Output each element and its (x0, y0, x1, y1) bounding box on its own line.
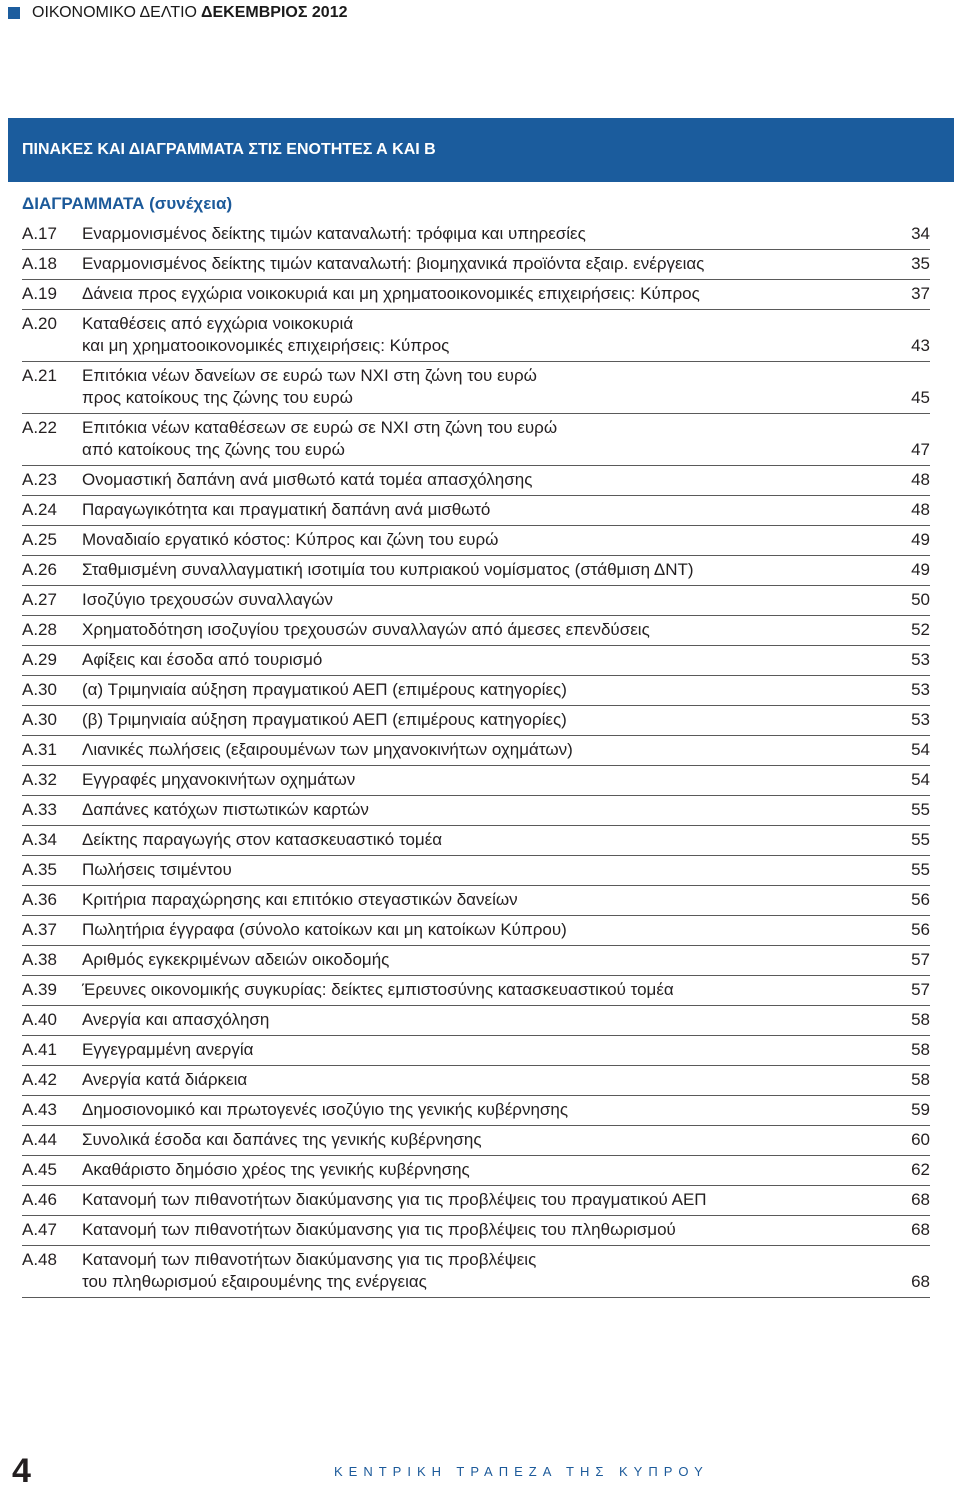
toc-entry (22, 496, 930, 526)
toc-entry (22, 250, 930, 280)
entry-code: Α.37 (22, 920, 57, 939)
entry-title (82, 1219, 880, 1241)
entry-page: 57 (911, 950, 930, 969)
entry-title-line: Χρηματοδότηση ισοζυγίου τρεχουσών συναλλαγών από άμεσες επενδύσεις (82, 620, 650, 639)
entry-title (82, 1099, 880, 1121)
entry-title (82, 1159, 880, 1181)
footer-text: ΚΕΝΤΡΙΚΗ ΤΡΑΠΕΖΑ ΤΗΣ ΚΥΠΡΟΥ (334, 1464, 709, 1479)
entry-title (82, 859, 880, 881)
entry-title-line: Κατανομή των πιθανοτήτων διακύμανσης για τις προβλέψεις του πραγματικού ΑΕΠ (82, 1190, 707, 1209)
entry-code: Α.22 (22, 418, 57, 437)
toc-entry (22, 362, 930, 414)
entry-code: Α.31 (22, 740, 57, 759)
toc-entry (22, 976, 930, 1006)
toc-entry (22, 1216, 930, 1246)
entry-title (82, 529, 880, 551)
entry-title-line: Μοναδιαίο εργατικό κόστος: Κύπρος και ζώνη του ευρώ (82, 530, 499, 549)
entry-code: Α.44 (22, 1130, 57, 1149)
entry-page: 55 (911, 800, 930, 819)
toc-entry (22, 706, 930, 736)
entry-title (82, 649, 880, 671)
toc-entry (22, 796, 930, 826)
entry-page: 68 (911, 1190, 930, 1209)
entry-code: Α.39 (22, 980, 57, 999)
entry-code: Α.33 (22, 800, 57, 819)
entry-page: 56 (911, 920, 930, 939)
entry-code: Α.36 (22, 890, 57, 909)
entry-page: 53 (911, 710, 930, 729)
entry-code: Α.38 (22, 950, 57, 969)
toc-list (22, 220, 930, 1298)
entry-page: 35 (911, 254, 930, 273)
toc-entry (22, 766, 930, 796)
entry-title (82, 1249, 880, 1293)
toc-entry (22, 526, 930, 556)
entry-title-line: Κριτήρια παραχώρησης και επιτόκιο στεγαστικών δανείων (82, 890, 518, 909)
entry-title-line: Ακαθάριστο δημόσιο χρέος της γενικής κυβέρνησης (82, 1160, 470, 1179)
entry-code: Α.42 (22, 1070, 57, 1089)
toc-entry (22, 1006, 930, 1036)
entry-title-line: προς κατοίκους της ζώνης του ευρώ (82, 388, 353, 407)
entry-title-line: Αριθμός εγκεκριμένων αδειών οικοδομής (82, 950, 390, 969)
entry-page: 37 (911, 284, 930, 303)
entry-code: Α.18 (22, 254, 57, 273)
entry-title (82, 919, 880, 941)
entry-title-line: (α) Τριμηνιαία αύξηση πραγματικού ΑΕΠ (επιμέρους κατηγορίες) (82, 680, 567, 699)
entry-title (82, 829, 880, 851)
entry-title-line: Ονομαστική δαπάνη ανά μισθωτό κατά τομέα απασχόλησης (82, 470, 533, 489)
entry-title-line: από κατοίκους της ζώνης του ευρώ (82, 440, 345, 459)
toc-entry (22, 1246, 930, 1298)
entry-title-line: Λιανικές πωλήσεις (εξαιρουμένων των μηχανοκινήτων οχημάτων) (82, 740, 573, 759)
entry-title (82, 589, 880, 611)
entry-code: Α.23 (22, 470, 57, 489)
entry-code: Α.48 (22, 1250, 57, 1269)
entry-page: 49 (911, 530, 930, 549)
entry-page: 57 (911, 980, 930, 999)
entry-title (82, 417, 880, 461)
entry-page: 54 (911, 740, 930, 759)
section-heading: ΔΙΑΓΡΑΜΜΑΤΑ (συνέχεια) (22, 194, 233, 213)
entry-code: Α.19 (22, 284, 57, 303)
entry-title (82, 619, 880, 641)
toc-entry (22, 736, 930, 766)
entry-title-line: Αφίξεις και έσοδα από τουρισμό (82, 650, 323, 669)
entry-page: 58 (911, 1010, 930, 1029)
entry-title-line: Ανεργία και απασχόληση (82, 1010, 270, 1029)
entry-page: 34 (911, 224, 930, 243)
entry-code: Α.21 (22, 366, 57, 385)
entry-page: 54 (911, 770, 930, 789)
entry-title (82, 979, 880, 1001)
section-banner (8, 118, 954, 182)
page-number: 4 (12, 1452, 31, 1490)
toc-entry (22, 946, 930, 976)
toc-entry (22, 826, 930, 856)
entry-code: Α.29 (22, 650, 57, 669)
entry-title (82, 949, 880, 971)
entry-title-line: Σταθμισμένη συναλλαγματική ισοτιμία του κυπριακού νομίσματος (στάθμιση ΔΝΤ) (82, 560, 694, 579)
entry-code: Α.30 (22, 680, 57, 699)
entry-title (82, 1069, 880, 1091)
entry-title-line: του πληθωρισμού εξαιρουμένης της ενέργειας (82, 1272, 427, 1291)
entry-title-line: Πωλήσεις τσιμέντου (82, 860, 232, 879)
entry-title-line: Ισοζύγιο τρεχουσών συναλλαγών (82, 590, 334, 609)
entry-page: 48 (911, 470, 930, 489)
entry-code: Α.25 (22, 530, 57, 549)
entry-title (82, 469, 880, 491)
entry-title-line: και μη χρηματοοικονομικές επιχειρήσεις: Κύπρος (82, 336, 450, 355)
entry-code: Α.24 (22, 500, 57, 519)
entry-title-line: Δάνεια προς εγχώρια νοικοκυριά και μη χρηματοοικονομικές επιχειρήσεις: Κύπρος (82, 284, 700, 303)
entry-title-line: Εγγραφές μηχανοκινήτων οχημάτων (82, 770, 356, 789)
banner-title: ΠΙΝΑΚΕΣ ΚΑΙ ΔΙΑΓΡΑΜΜΑΤΑ ΣΤΙΣ ΕΝΟΤΗΤΕΣ Α ΚΑΙ Β (22, 141, 436, 158)
entry-page: 55 (911, 830, 930, 849)
entry-title (82, 365, 880, 409)
entry-title-line: Εναρμονισμένος δείκτης τιμών καταναλωτή: τρόφιμα και υπηρεσίες (82, 224, 586, 243)
entry-title-line: Εναρμονισμένος δείκτης τιμών καταναλωτή: βιομηχανικά προϊόντα εξαιρ. ενέργειας (82, 254, 705, 273)
toc-entry (22, 1186, 930, 1216)
entry-page: 62 (911, 1160, 930, 1179)
entry-title-line: Πωλητήρια έγγραφα (σύνολο κατοίκων και μη κατοίκων Κύπρου) (82, 920, 567, 939)
entry-code: Α.28 (22, 620, 57, 639)
entry-page: 50 (911, 590, 930, 609)
entry-title (82, 679, 880, 701)
entry-title (82, 223, 880, 245)
entry-title-line: Έρευνες οικονομικής συγκυρίας: δείκτες εμπιστοσύνης κατασκευαστικού τομέα (82, 980, 674, 999)
entry-code: Α.47 (22, 1220, 57, 1239)
entry-code: Α.17 (22, 224, 57, 243)
entry-page: 68 (911, 1272, 930, 1291)
entry-page: 53 (911, 680, 930, 699)
header-square-icon (8, 7, 20, 19)
entry-page: 49 (911, 560, 930, 579)
entry-title-line: Επιτόκια νέων δανείων σε ευρώ των ΝΧΙ στη ζώνη του ευρώ (82, 366, 537, 385)
entry-title (82, 1009, 880, 1031)
entry-title-line: Επιτόκια νέων καταθέσεων σε ευρώ σε ΝΧΙ στη ζώνη του ευρώ (82, 418, 558, 437)
entry-code: Α.27 (22, 590, 57, 609)
entry-code: Α.32 (22, 770, 57, 789)
entry-page: 68 (911, 1220, 930, 1239)
entry-page: 52 (911, 620, 930, 639)
entry-code: Α.20 (22, 314, 57, 333)
toc-entry (22, 1036, 930, 1066)
entry-title (82, 739, 880, 761)
entry-title-line: Κατανομή των πιθανοτήτων διακύμανσης για τις προβλέψεις (82, 1250, 537, 1269)
entry-code: Α.46 (22, 1190, 57, 1209)
entry-page: 43 (911, 336, 930, 355)
entry-title (82, 253, 880, 275)
toc-entry (22, 1066, 930, 1096)
header-issue: ΔΕΚΕΜΒΡΙΟΣ 2012 (201, 4, 348, 21)
entry-code: Α.41 (22, 1040, 57, 1059)
entry-page: 53 (911, 650, 930, 669)
entry-title-line: Παραγωγικότητα και πραγματική δαπάνη ανά μισθωτό (82, 500, 491, 519)
entry-page: 48 (911, 500, 930, 519)
entry-title (82, 889, 880, 911)
header-title: ΟΙΚΟΝΟΜΙΚΟ ΔΕΛΤΙΟ (32, 4, 197, 21)
entry-code: Α.40 (22, 1010, 57, 1029)
entry-page: 47 (911, 440, 930, 459)
toc-entry (22, 1126, 930, 1156)
entry-title (82, 709, 880, 731)
toc-entry (22, 1096, 930, 1126)
toc-entry (22, 310, 930, 362)
toc-entry (22, 466, 930, 496)
entry-title (82, 1039, 880, 1061)
toc-entry (22, 856, 930, 886)
toc-entry (22, 916, 930, 946)
entry-title (82, 1189, 880, 1211)
entry-title (82, 313, 880, 357)
entry-page: 59 (911, 1100, 930, 1119)
entry-page: 58 (911, 1040, 930, 1059)
toc-entry (22, 280, 930, 310)
entry-title-line: Ανεργία κατά διάρκεια (82, 1070, 248, 1089)
entry-page: 55 (911, 860, 930, 879)
entry-title-line: Καταθέσεις από εγχώρια νοικοκυριά (82, 314, 354, 333)
entry-page: 56 (911, 890, 930, 909)
entry-title (82, 559, 880, 581)
entry-code: Α.43 (22, 1100, 57, 1119)
toc-entry (22, 556, 930, 586)
entry-title-line: Κατανομή των πιθανοτήτων διακύμανσης για τις προβλέψεις του πληθωρισμού (82, 1220, 676, 1239)
entry-title-line: Δείκτης παραγωγής στον κατασκευαστικό τομέα (82, 830, 443, 849)
toc-entry (22, 414, 930, 466)
toc-entry (22, 586, 930, 616)
entry-title (82, 1129, 880, 1151)
toc-entry (22, 886, 930, 916)
running-header (8, 2, 347, 24)
entry-title-line: Δημοσιονομικό και πρωτογενές ισοζύγιο της γενικής κυβέρνησης (82, 1100, 569, 1119)
entry-title (82, 799, 880, 821)
entry-page: 45 (911, 388, 930, 407)
entry-code: Α.26 (22, 560, 57, 579)
entry-title (82, 499, 880, 521)
entry-title-line: Εγγεγραμμένη ανεργία (82, 1040, 254, 1059)
entry-title-line: Δαπάνες κατόχων πιστωτικών καρτών (82, 800, 369, 819)
entry-code: Α.34 (22, 830, 57, 849)
toc-entry (22, 1156, 930, 1186)
entry-code: Α.30 (22, 710, 57, 729)
entry-title (82, 769, 880, 791)
toc-entry (22, 676, 930, 706)
entry-code: Α.35 (22, 860, 57, 879)
entry-page: 60 (911, 1130, 930, 1149)
entry-title-line: (β) Τριμηνιαία αύξηση πραγματικού ΑΕΠ (επιμέρους κατηγορίες) (82, 710, 567, 729)
entry-title-line: Συνολικά έσοδα και δαπάνες της γενικής κυβέρνησης (82, 1130, 482, 1149)
entry-title (82, 283, 880, 305)
toc-entry (22, 220, 930, 250)
entry-page: 58 (911, 1070, 930, 1089)
entry-code: Α.45 (22, 1160, 57, 1179)
toc-entry (22, 616, 930, 646)
toc-entry (22, 646, 930, 676)
